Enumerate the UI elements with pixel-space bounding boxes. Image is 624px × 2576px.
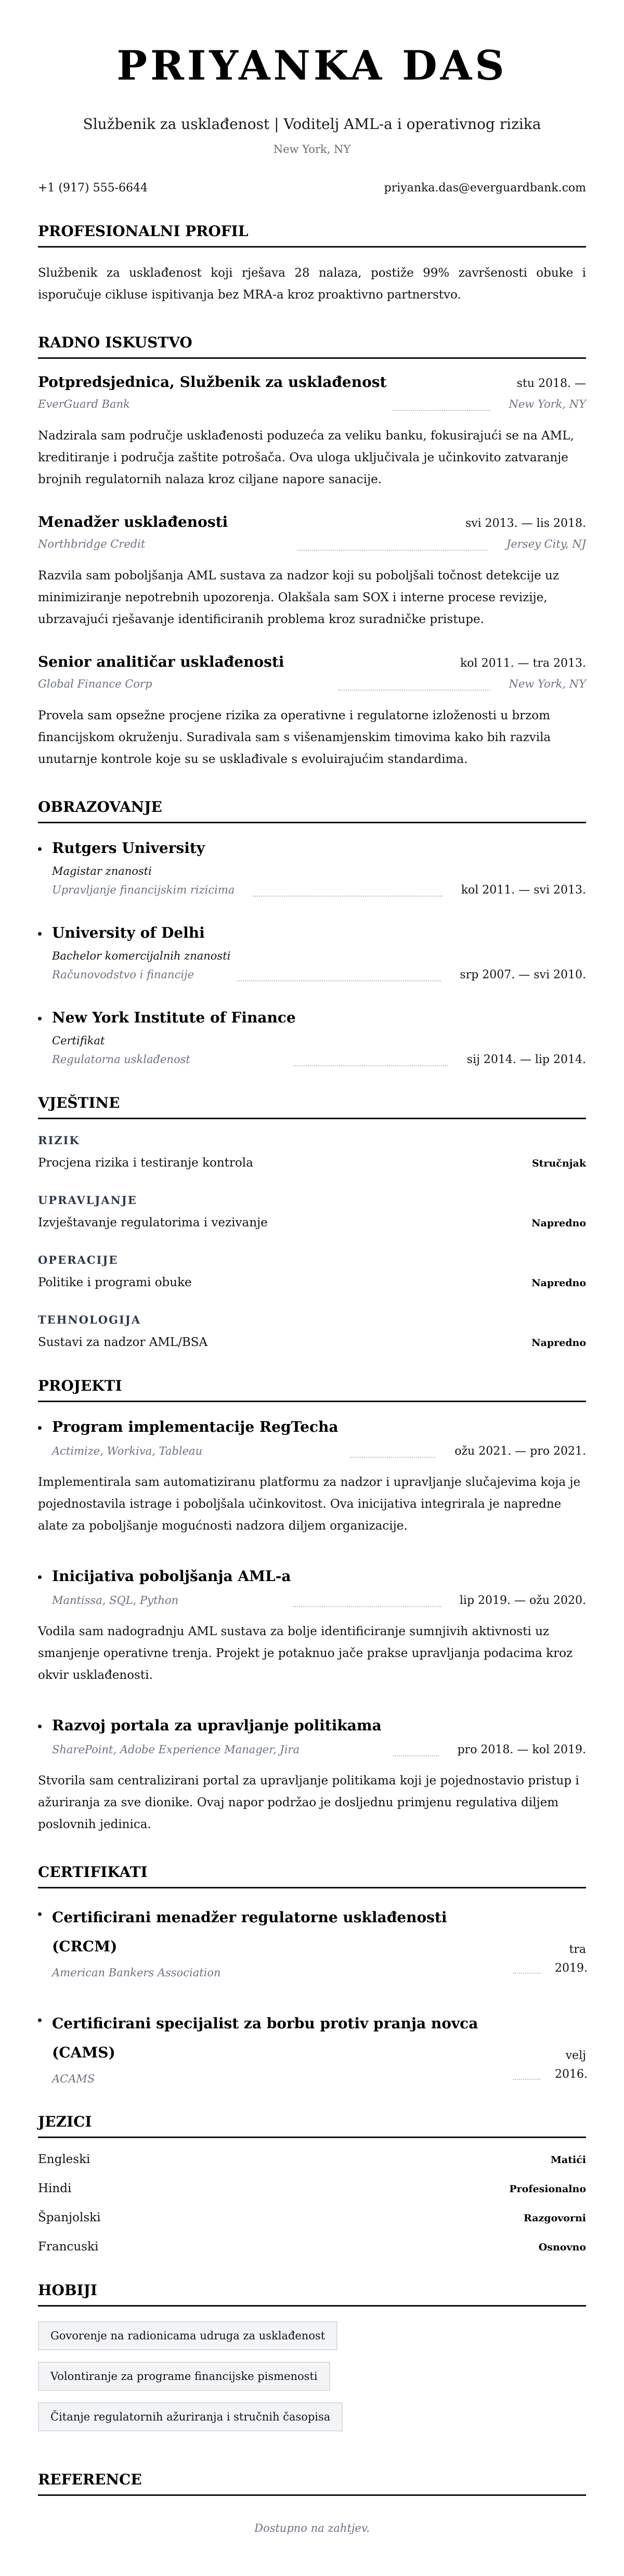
candidate-name: PRIYANKA DAS — [116, 42, 508, 89]
field-of-study: Računovodstvo i financije — [52, 968, 194, 981]
job-dates: svi 2013. — lis 2018. — [465, 517, 586, 530]
company-name: Global Finance Corp — [38, 678, 152, 690]
project-name: Program implementacije RegTecha — [52, 1418, 339, 1435]
dotted-leader — [297, 550, 488, 551]
resume-header — [38, 42, 586, 195]
project-tech: Actimize, Workiva, Tableau — [52, 1445, 203, 1457]
degree: Certifikat — [52, 1034, 105, 1047]
education-entry — [38, 1007, 586, 1066]
certificate-issuer: ACAMS — [52, 2073, 95, 2085]
job-description: Nadzirala sam područje usklađenosti poduzeća za veliku banku, fokusirajući se na AML, kreditiranje i područja zaštite potrošača. Ova uloga uključivala je učinkovito zatvaranje brojnih regulatornih nalaza kroz ciljane napore sanacije. — [38, 429, 574, 486]
skill-group — [38, 1253, 586, 1289]
project-entry — [38, 1417, 586, 1537]
job-dates: stu 2018. — — [516, 377, 586, 390]
school-name: University of Delhi — [52, 924, 205, 941]
profile-summary: Službenik za usklađenost koji rješava 28 nalaza, postiže 99% završenosti obuke i isporučuje cikluse ispitivanja bez MRA-a kroz proaktivno partnerstvo. — [38, 266, 586, 302]
certificate-entry — [38, 2009, 586, 2085]
language-level: Razgovorni — [523, 2212, 586, 2224]
job-title: Potpredsjednica, Službenik za usklađenost — [38, 373, 387, 391]
skill-group — [38, 1134, 586, 1170]
profile-section — [38, 223, 586, 306]
dotted-leader — [393, 410, 490, 411]
job-entry — [38, 373, 586, 490]
skill-category: TEHNOLOGIJA — [38, 1313, 141, 1326]
languages-section — [38, 2113, 586, 2254]
hobby-tag: Čitanje regulatornih ažuriranja i stručnih časopisa — [38, 2402, 343, 2431]
dotted-leader — [338, 690, 490, 691]
skill-group — [38, 1313, 586, 1349]
education-section — [38, 798, 586, 1066]
job-description: Razvila sam poboljšanja AML sustava za nadzor koji su poboljšali točnost detekcije uz minimiziranje nepotrebnih upozorenja. Olakšala sam SOX i interne procese revizije, ubrzavajući rješavanje identificiranih problema kroz suradničke pristupe. — [38, 569, 559, 626]
skill-name: Sustavi za nadzor AML/BSA — [38, 1336, 208, 1349]
projects-section — [38, 1377, 586, 1835]
degree: Bachelor komercijalnih znanosti — [52, 950, 231, 962]
project-entry — [38, 1715, 586, 1835]
certificate-date: tra 2019. — [555, 1943, 588, 1975]
language-row — [38, 2211, 586, 2224]
language-name: Francuski — [38, 2240, 99, 2254]
project-name: Razvoj portala za upravljanje politikama — [52, 1717, 382, 1734]
language-name: Engleski — [38, 2153, 90, 2166]
field-of-study: Regulatorna usklađenost — [52, 1053, 190, 1066]
references-section — [38, 2471, 586, 2534]
dotted-leader — [294, 1065, 448, 1066]
bullet-icon — [38, 1575, 42, 1579]
language-level: Osnovno — [538, 2242, 586, 2253]
skill-level: Napredno — [531, 1218, 586, 1229]
bullet-icon — [38, 1426, 42, 1430]
job-location: New York, NY — [509, 398, 586, 410]
language-row — [38, 2182, 586, 2195]
job-description: Provela sam opsežne procjene rizika za operativne i regulatorne izloženosti u brzom financijskom okruženju. Suradivala sam s višenamjenskim timovima kako bih razvila unutarnje kontrole koje su se usklađivale s evoluirajućim standardima. — [38, 709, 551, 766]
bullet-icon — [38, 1912, 42, 1916]
bullet-icon — [38, 1725, 42, 1728]
skill-name: Procjena rizika i testiranje kontrola — [38, 1156, 253, 1170]
dotted-leader — [513, 1973, 540, 1974]
education-entry — [38, 923, 586, 981]
skill-group — [38, 1194, 586, 1229]
certificate-issuer: American Bankers Association — [52, 1966, 221, 1979]
section-title: CERTIFIKATI — [38, 1863, 586, 1888]
skill-level: Napredno — [531, 1277, 586, 1289]
job-location: New York, NY — [509, 678, 586, 690]
project-dates: lip 2019. — ožu 2020. — [459, 1594, 586, 1607]
section-title: HOBIJI — [38, 2282, 586, 2307]
project-tech: SharePoint, Adobe Experience Manager, Jira — [52, 1743, 300, 1756]
field-of-study: Upravljanje financijskim rizicima — [52, 884, 235, 896]
skill-category: RIZIK — [38, 1134, 80, 1147]
dotted-leader — [350, 1457, 436, 1458]
skill-category: UPRAVLJANJE — [38, 1194, 137, 1207]
section-title: JEZICI — [38, 2113, 586, 2138]
dotted-leader — [393, 1755, 438, 1756]
language-level: Matići — [550, 2154, 586, 2166]
language-level: Profesionalno — [509, 2183, 586, 2195]
skill-name: Izvještavanje regulatorima i vezivanje — [38, 1216, 268, 1229]
hobby-tag: Volontiranje za programe financijske pismenosti — [38, 2362, 330, 2391]
certificates-section — [38, 1863, 586, 2085]
dotted-leader — [237, 980, 441, 981]
job-entry — [38, 513, 586, 630]
project-name: Inicijativa poboljšanja AML-a — [52, 1568, 291, 1585]
section-title: VJEŠTINE — [38, 1094, 586, 1119]
project-entry — [38, 1566, 586, 1686]
project-description: Implementirala sam automatiziranu platformu za nadzor i upravljanje slučajevima koja je pojednostavila istrage i poboljšala učinkovitost. Ova inicijativa integrirala je napredne alate za poboljšanje mogućnosti nadzora diljem organizacije. — [38, 1475, 581, 1533]
job-dates: kol 2011. — tra 2013. — [460, 657, 586, 670]
dotted-leader — [253, 896, 442, 897]
project-description: Stvorila sam centralizirani portal za upravljanje politikama koji je pojednostavio pristup i ažuriranja za sve dionike. Ovaj napor podržao je dosljednu primjenu regulativa diljem poslovnih jedinica. — [38, 1774, 579, 1831]
hobbies-section — [38, 2282, 586, 2443]
certificate-name: Certificirani menadžer regulatorne usklađenosti (CRCM) — [52, 1909, 447, 1955]
dotted-leader — [293, 1606, 441, 1607]
certificate-entry — [38, 1903, 586, 1979]
contact-row — [38, 182, 586, 195]
bullet-icon — [38, 932, 42, 936]
school-name: Rutgers University — [52, 839, 205, 857]
job-entry — [38, 653, 586, 770]
bullet-icon — [38, 847, 42, 851]
language-name: Španjolski — [38, 2211, 101, 2224]
school-name: New York Institute of Finance — [52, 1009, 296, 1026]
education-dates: kol 2011. — svi 2013. — [461, 884, 586, 897]
education-dates: sij 2014. — lip 2014. — [466, 1053, 586, 1066]
section-title: OBRAZOVANJE — [38, 798, 586, 823]
experience-section — [38, 334, 586, 770]
certificate-date: velj 2016. — [555, 2049, 588, 2081]
header-location: New York, NY — [273, 143, 351, 156]
skills-section — [38, 1094, 586, 1349]
project-tech: Mantissa, SQL, Python — [52, 1594, 179, 1607]
job-title: Senior analitičar usklađenosti — [38, 653, 284, 670]
email-address[interactable]: priyanka.das@everguardbank.com — [384, 182, 586, 195]
phone-number: +1 (917) 555-6644 — [38, 182, 148, 195]
bullet-icon — [38, 1017, 42, 1020]
references-note: Dostupno na zahtjev. — [254, 2522, 370, 2534]
section-title: RADNO ISKUSTVO — [38, 334, 586, 359]
language-name: Hindi — [38, 2182, 72, 2195]
language-row — [38, 2240, 586, 2254]
project-description: Vodila sam nadogradnju AML sustava za bolje identificiranje sumnjivih aktivnosti uz smanjenje operativne trenja. Projekt je potaknuo jače prakse upravljanja podacima kroz okvir usklađenosti. — [38, 1625, 573, 1682]
education-entry — [38, 838, 586, 897]
section-title: PROJEKTI — [38, 1377, 586, 1402]
dotted-leader — [513, 2079, 540, 2080]
project-dates: pro 2018. — kol 2019. — [457, 1743, 586, 1756]
headline: Službenik za usklađenost | Voditelj AML-a i operativnog rizika — [83, 115, 541, 133]
skill-category: OPERACIJE — [38, 1253, 119, 1266]
certificate-name: Certificirani specijalist za borbu protiv pranja novca (CAMS) — [52, 2015, 478, 2061]
hobby-tag: Govorenje na radionicama udruga za usklađenost — [38, 2321, 337, 2350]
skill-level: Stručnjak — [531, 1158, 586, 1169]
bullet-icon — [38, 2018, 42, 2022]
language-row — [38, 2153, 586, 2166]
company-name: EverGuard Bank — [38, 398, 130, 410]
section-title: REFERENCE — [38, 2471, 586, 2496]
skill-level: Napredno — [531, 1337, 586, 1349]
education-dates: srp 2007. — svi 2010. — [460, 968, 586, 981]
section-title: PROFESIONALNI PROFIL — [38, 223, 586, 248]
job-title: Menadžer usklađenosti — [38, 513, 228, 530]
job-location: Jersey City, NJ — [506, 538, 586, 550]
company-name: Northbridge Credit — [38, 538, 146, 550]
project-dates: ožu 2021. — pro 2021. — [454, 1445, 586, 1458]
skill-name: Politike i programi obuke — [38, 1276, 192, 1289]
degree: Magistar znanosti — [52, 865, 152, 877]
